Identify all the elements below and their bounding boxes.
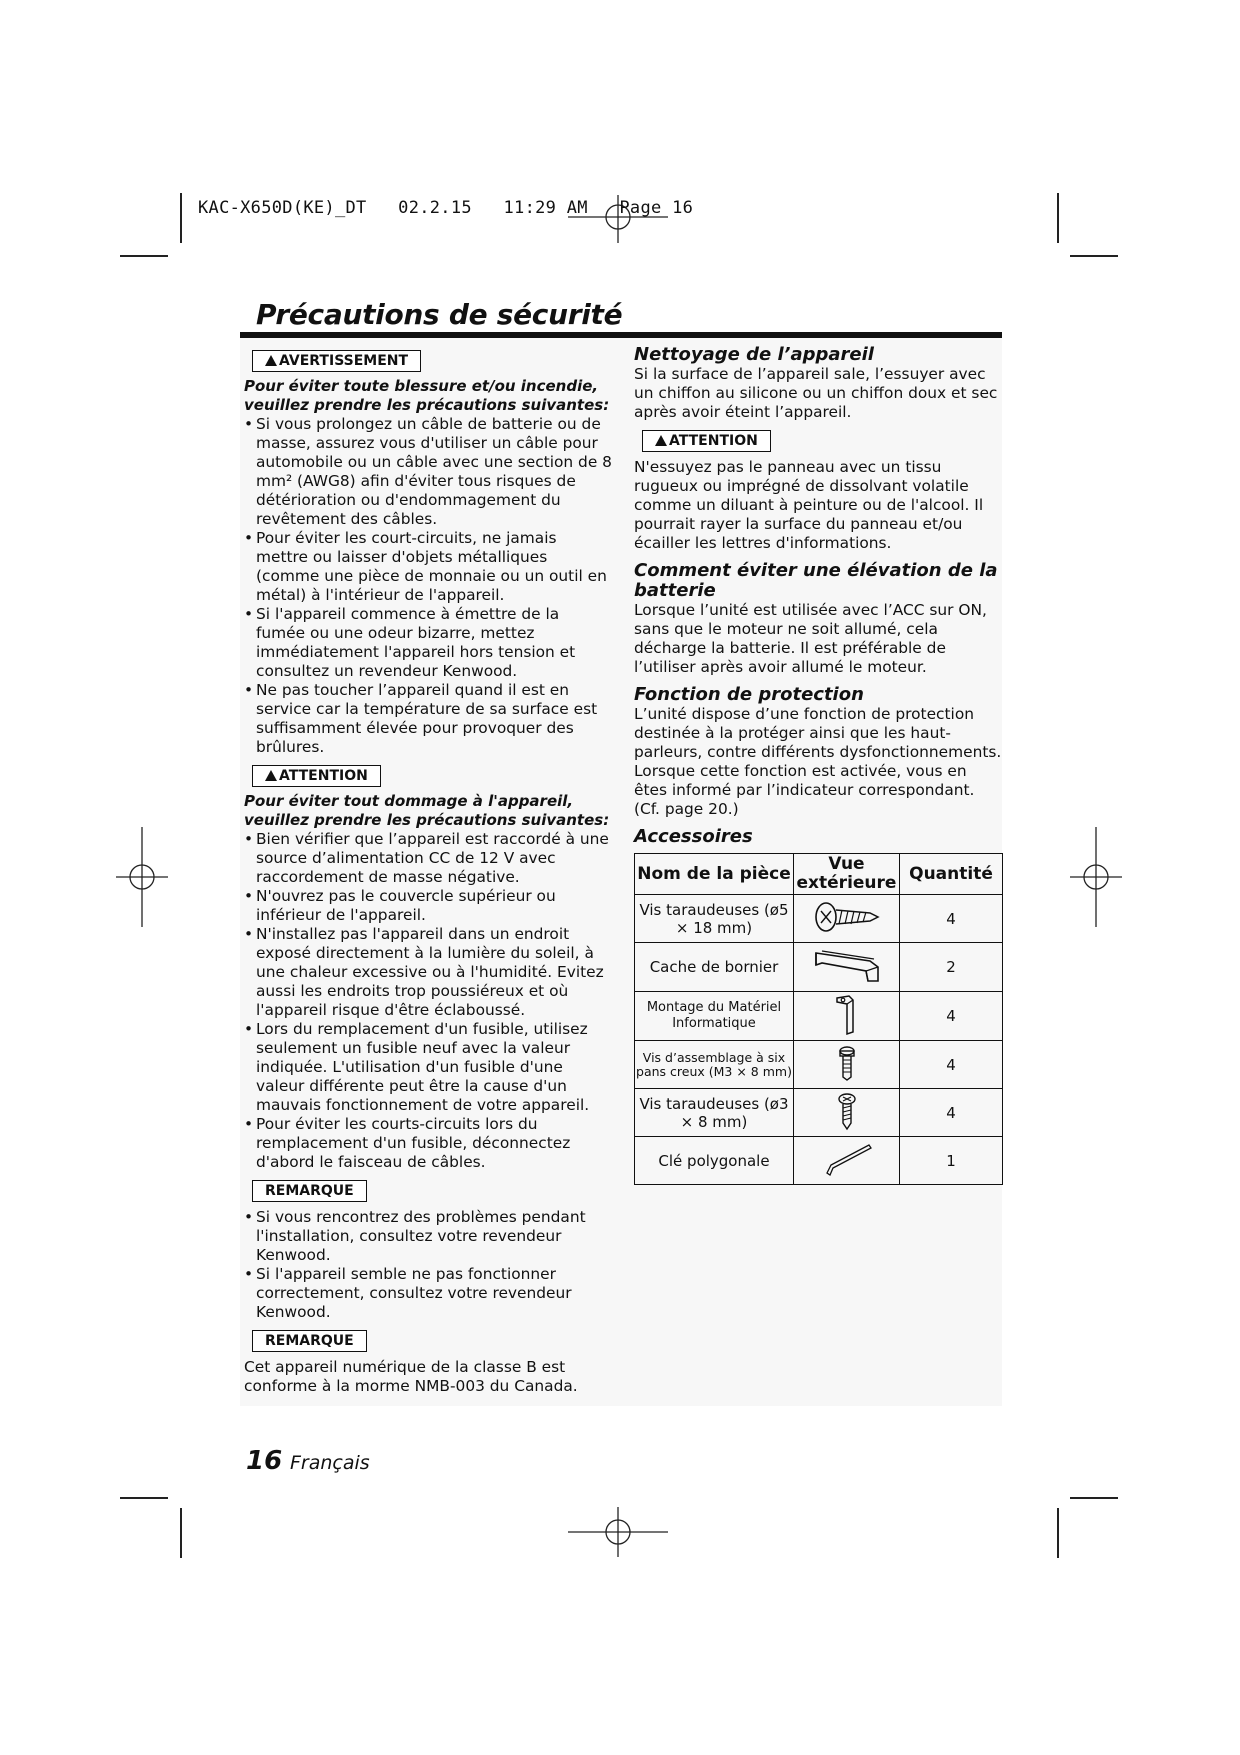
tapping-screw-small-icon xyxy=(794,1089,900,1137)
table-row xyxy=(635,1137,1003,1185)
remark-list xyxy=(244,1208,612,1322)
list-item: • Lors du remplacement d'un fusible, utilisez seulement un fusible neuf avec la valeur indiquée. L'utilisation d'un fusible d'une valeur différente peut être la cause d'un mauvais fonctionnement de votre appareil. xyxy=(244,1020,612,1115)
mounting-bracket-icon xyxy=(794,992,900,1041)
table-header-row xyxy=(635,854,1003,895)
list-item: • N'installez pas l'appareil dans un endroit exposé directement à la lumière du soleil, à une chaleur excessive ou à l'humidité. Evitez aussi les endroits trop poussiéreux et où l'appareil risque d'être éclaboussé. xyxy=(244,925,612,1020)
warning-lead: Pour éviter toute blessure et/ou incendie, veuillez prendre les précautions suivantes: xyxy=(244,377,610,414)
table-row xyxy=(635,1041,1003,1089)
hex-socket-screw-icon xyxy=(794,1041,900,1089)
accessories-heading: Accessoires xyxy=(634,826,753,847)
quantity: 4 xyxy=(900,895,1003,943)
column-header: Nom de la pièce xyxy=(635,854,794,895)
table-row xyxy=(635,943,1003,992)
column-header: Vue extérieure xyxy=(794,854,900,895)
left-column xyxy=(244,350,612,1396)
registration-mark-right xyxy=(1070,825,1122,929)
right-column xyxy=(634,345,1002,1185)
warning-label: AVERTISSEMENT xyxy=(252,350,421,372)
part-name: Vis taraudeuses (ø5 × 18 mm) xyxy=(635,895,794,943)
part-name: Cache de bornier xyxy=(635,943,794,992)
remark-text: Cet appareil numérique de la classe B est conforme à la morme NMB-003 du Canada. xyxy=(244,1358,578,1395)
battery-text: Lorsque l’unité est utilisée avec l’ACC sur ON, sans que le moteur ne soit allumé, cela décharge la batterie. Il est préférable de l’utiliser après avoir allumé le moteur. xyxy=(634,601,987,676)
warning-icon xyxy=(265,355,277,366)
list-item: • Pour éviter les courts-circuits lors du remplacement d'un fusible, déconnectez d'abord le faisceau de câbles. xyxy=(244,1115,612,1172)
quantity: 4 xyxy=(900,1041,1003,1089)
warning-icon xyxy=(265,770,277,781)
attention-lead: Pour éviter tout dommage à l'appareil, veuillez prendre les précautions suivantes: xyxy=(244,792,610,829)
list-item: • Ne pas toucher l’appareil quand il est en service car la température de sa surface est suffisamment élevée pour provoquer des brûlures. xyxy=(244,681,612,757)
list-item: • Si l'appareil commence à émettre de la fumée ou une odeur bizarre, mettez immédiatement l'appareil hors tension et consultez un revendeur Kenwood. xyxy=(244,605,612,681)
protection-heading: Fonction de protection xyxy=(634,684,864,705)
part-name: Montage du Matériel Informatique xyxy=(635,992,794,1041)
attention-label-right: ATTENTION xyxy=(642,430,771,452)
page-title: Précautions de sécurité xyxy=(256,298,623,331)
attention-label: ATTENTION xyxy=(252,765,381,787)
remark-label-2: REMARQUE xyxy=(252,1330,367,1352)
list-item: • Pour éviter les court-circuits, ne jamais mettre ou laisser d'objets métalliques (comme une pièce de monnaie ou un outil en métal) à l'intérieur de l'appareil. xyxy=(244,529,612,605)
print-slug: KAC-X650D(KE)_DT 02.2.15 11:29 AM Page 16 xyxy=(198,198,694,218)
list-item: • Bien vérifier que l’appareil est raccordé à une source d’alimentation CC de 12 V avec raccordement de masse négative. xyxy=(244,830,612,887)
warning-icon xyxy=(655,435,667,446)
part-name: Clé polygonale xyxy=(635,1137,794,1185)
attention-list xyxy=(244,830,612,1172)
part-name: Vis taraudeuses (ø3 × 8 mm) xyxy=(635,1089,794,1137)
hex-key-icon xyxy=(794,1137,900,1185)
registration-mark-left xyxy=(116,825,168,929)
battery-heading: Comment éviter une élévation de la batterie xyxy=(634,560,998,601)
registration-mark-bottom xyxy=(566,1505,670,1560)
column-header: Quantité xyxy=(900,854,1003,895)
terminal-cover-icon xyxy=(794,943,900,992)
cleaning-text: Si la surface de l’appareil sale, l’essuyer avec un chiffon au silicone ou un chiffon doux et sec après avoir éteint l’appareil. xyxy=(634,365,998,421)
list-item: • Si l'appareil semble ne pas fonctionner correctement, consultez votre revendeur Kenwood. xyxy=(244,1265,612,1322)
quantity: 2 xyxy=(900,943,1003,992)
tapping-screw-large-icon xyxy=(794,895,900,943)
warning-list xyxy=(244,415,612,757)
list-item: • Si vous prolongez un câble de batterie ou de masse, assurez vous d'utiliser un câble pour automobile ou un câble avec une section de 8 mm² (AWG8) afin d'éviter tous risques de détérioration ou d'endommagement du revêtement des câbles. xyxy=(244,415,612,529)
table-row xyxy=(635,1089,1003,1137)
title-rule xyxy=(240,332,1002,338)
page-number: 16 xyxy=(246,1446,283,1476)
list-item: • N'ouvrez pas le couvercle supérieur ou inférieur de l'appareil. xyxy=(244,887,612,925)
list-item: • Si vous rencontrez des problèmes pendant l'installation, consultez votre revendeur Kenwood. xyxy=(244,1208,612,1265)
table-row xyxy=(635,992,1003,1041)
quantity: 4 xyxy=(900,992,1003,1041)
part-name: Vis d’assemblage à six pans creux (M3 × 8 mm) xyxy=(635,1041,794,1089)
page-language: Français xyxy=(290,1452,370,1474)
quantity: 1 xyxy=(900,1137,1003,1185)
remark-label: REMARQUE xyxy=(252,1180,367,1202)
cleaning-heading: Nettoyage de l’appareil xyxy=(634,344,874,365)
accessories-table xyxy=(634,853,1003,1185)
attention-text: N'essuyez pas le panneau avec un tissu rugueux ou imprégné de dissolvant volatile comme un diluant à peinture ou de l'alcool. Il pourrait rayer la surface du panneau et/ou écailler les lettres d'informations. xyxy=(634,458,984,552)
quantity: 4 xyxy=(900,1089,1003,1137)
table-row xyxy=(635,895,1003,943)
protection-text: L’unité dispose d’une fonction de protection destinée à la protéger ainsi que les haut-parleurs, contre différents dysfonctionnements. Lorsque cette fonction est activée, vous en êtes informé par l’indicateur correspondant. (Cf. page 20.) xyxy=(634,705,1002,818)
